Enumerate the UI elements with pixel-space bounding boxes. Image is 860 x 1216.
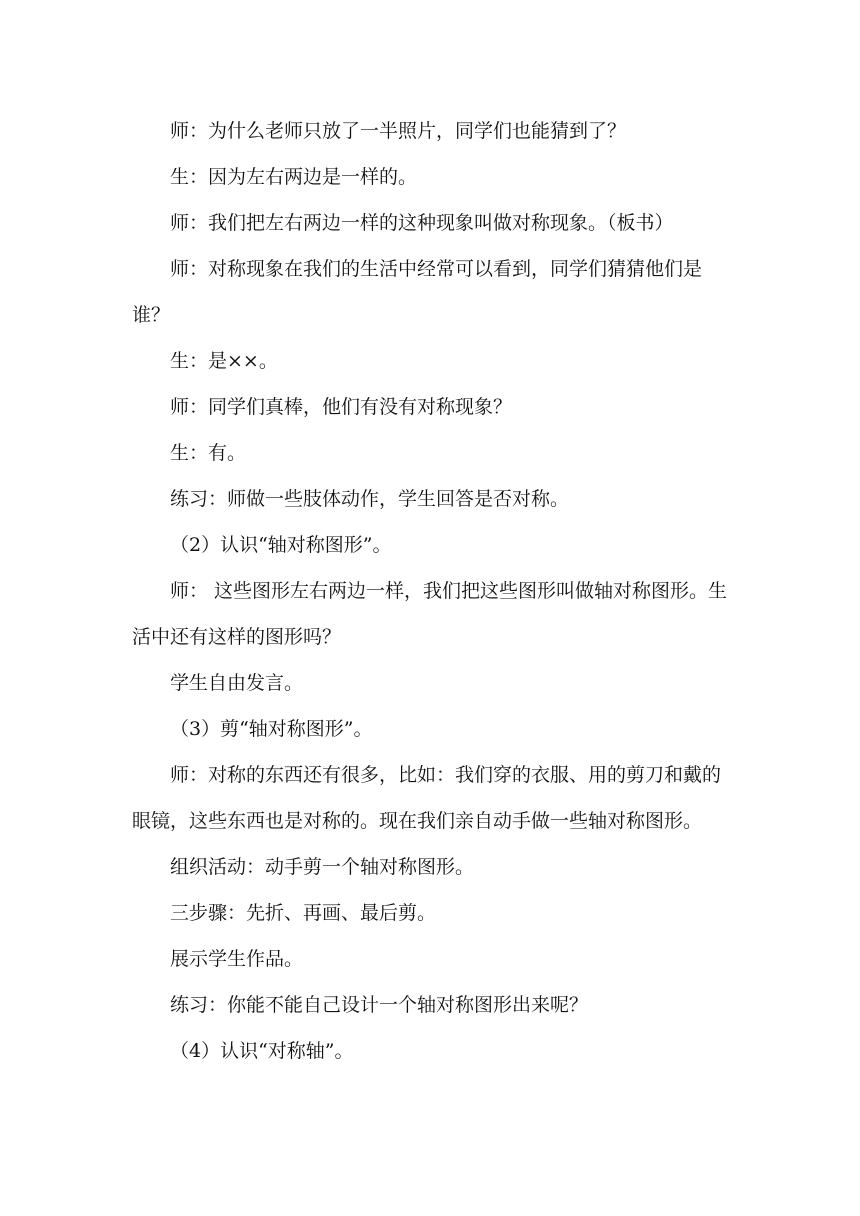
paragraph: 师：对称的东西还有很多，比如：我们穿的衣服、用的剪刀和戴的眼镜，这些东西也是对称的。现在我们亲自动手做一些轴对称图形。	[132, 764, 722, 832]
paragraph: 组织活动：动手剪一个轴对称图形。	[170, 856, 475, 878]
paragraph: 师： 这些图形左右两边一样，我们把这些图形叫做轴对称图形。生活中还有这样的图形吗？	[132, 580, 728, 648]
paragraph: 师：同学们真棒，他们有没有对称现象？	[170, 396, 513, 418]
section-heading: （3）剪“轴对称图形”。	[170, 718, 373, 740]
paragraph: 展示学生作品。	[170, 948, 304, 970]
paragraph: 师：为什么老师只放了一半照片，同学们也能猜到了？	[170, 120, 627, 142]
paragraph: 练习：师做一些肢体动作，学生回答是否对称。	[170, 488, 570, 510]
paragraph: 生：因为左右两边是一样的。	[170, 166, 418, 188]
paragraph: 生：是××。	[170, 350, 278, 372]
paragraph: 三步骤：先折、再画、最后剪。	[170, 902, 437, 924]
paragraph: 学生自由发言。	[170, 672, 304, 694]
paragraph: 生：有。	[170, 442, 247, 464]
paragraph: 师：对称现象在我们的生活中经常可以看到，同学们猜猜他们是谁？	[132, 258, 703, 326]
document-body	[132, 108, 732, 1074]
section-heading: （2）认识“轴对称图形”。	[170, 534, 392, 556]
section-heading: （4）认识“对称轴”。	[170, 1040, 354, 1062]
paragraph: 师：我们把左右两边一样的这种现象叫做对称现象。（板书）	[170, 212, 674, 234]
paragraph: 练习：你能不能自己设计一个轴对称图形出来呢？	[170, 994, 589, 1016]
